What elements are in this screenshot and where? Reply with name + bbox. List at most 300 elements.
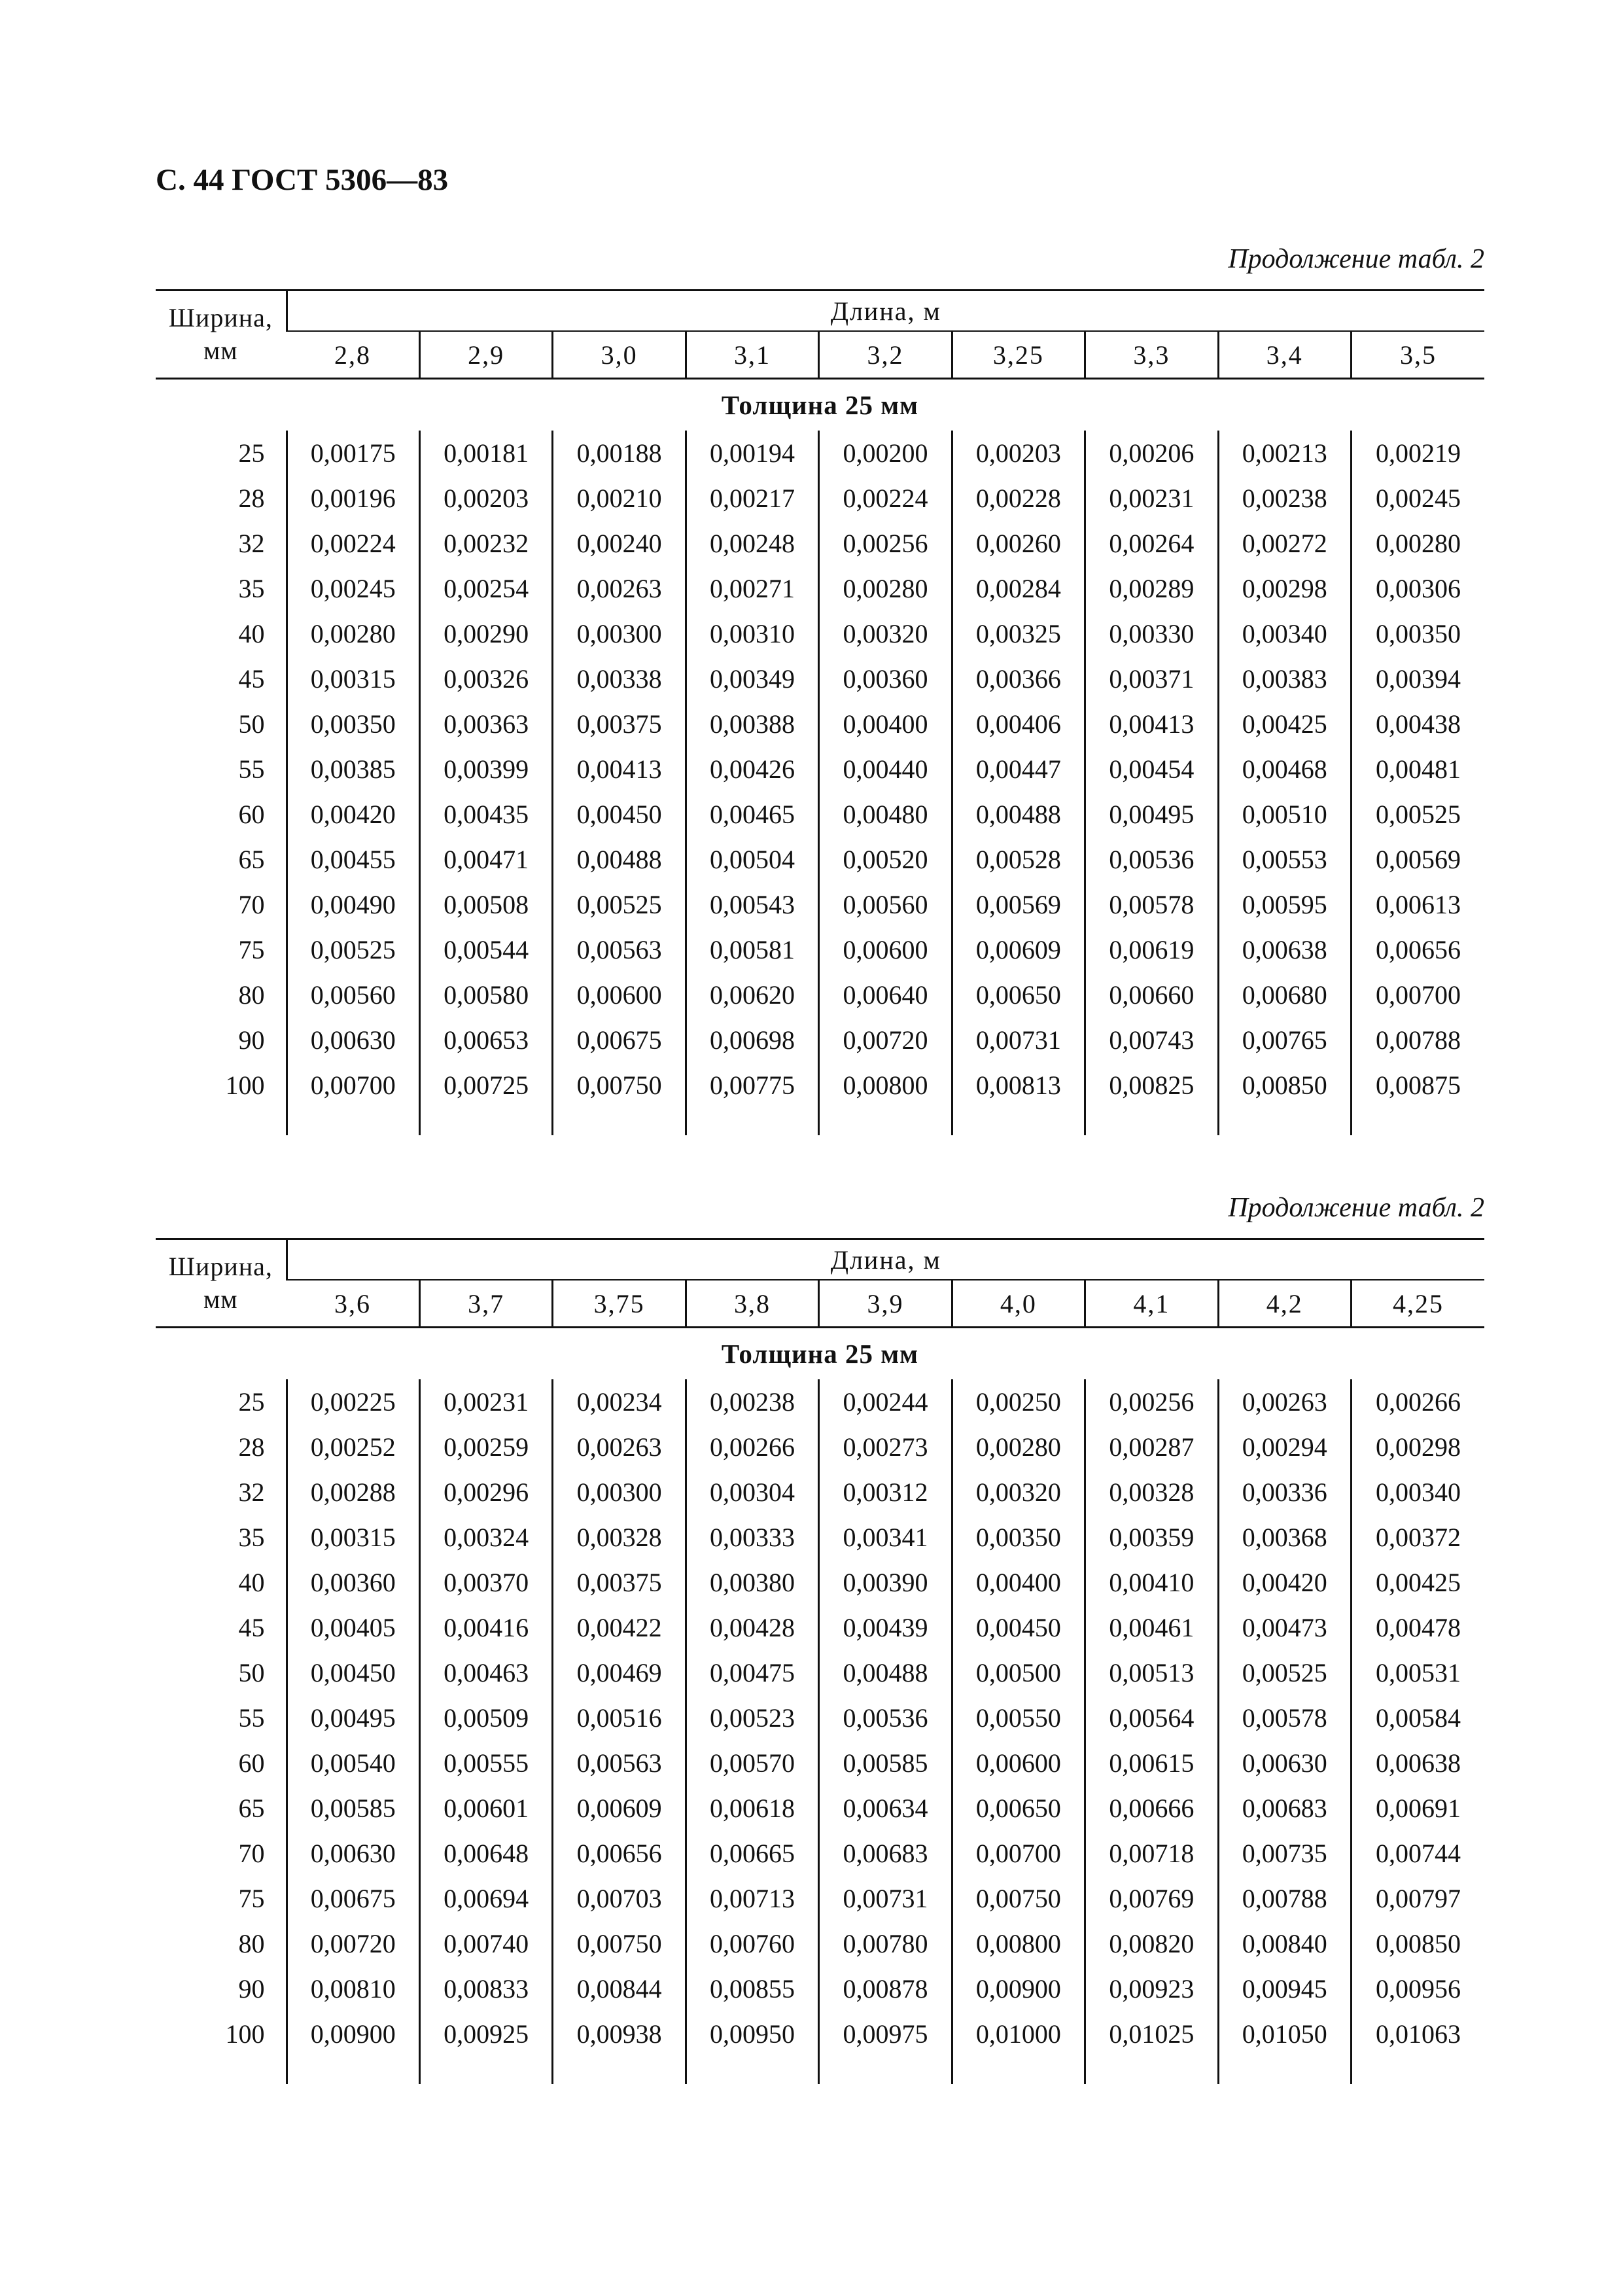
width-cell: 25 — [238, 1387, 265, 1417]
volume-cell: 0,00252 — [287, 1424, 419, 1470]
volume-cell: 0,00420 — [1218, 1560, 1351, 1605]
column-rule — [419, 1108, 552, 1135]
volume-cell: 0,00900 — [952, 1966, 1085, 2011]
volume-cell: 0,00280 — [287, 611, 419, 656]
length-column-header: 3,2 — [819, 331, 952, 379]
volume-cell: 0,00473 — [1218, 1605, 1351, 1650]
volume-cell: 0,00294 — [1218, 1424, 1351, 1470]
table-row — [156, 1695, 1484, 1740]
volume-cell: 0,00508 — [419, 882, 552, 927]
volume-cell: 0,00422 — [553, 1605, 686, 1650]
width-cell: 40 — [238, 1568, 265, 1597]
volume-cell: 0,00813 — [952, 1063, 1085, 1108]
volume-cell: 0,01025 — [1085, 2011, 1218, 2057]
volume-cell: 0,00481 — [1352, 747, 1485, 792]
width-cell: 55 — [238, 1703, 265, 1733]
table-row — [156, 566, 1484, 611]
volume-cell: 0,00780 — [819, 1921, 952, 1966]
volume-cell: 0,00585 — [819, 1740, 952, 1786]
volume-cell: 0,00328 — [1085, 1470, 1218, 1515]
thickness-section-title: Толщина 25 мм — [721, 1339, 919, 1369]
width-cell: 75 — [238, 935, 265, 964]
volume-cell: 0,00585 — [287, 1786, 419, 1831]
volume-cell: 0,00563 — [553, 927, 686, 972]
volume-cell: 0,00248 — [686, 521, 818, 566]
volume-cell: 0,00428 — [686, 1605, 818, 1650]
width-cell: 45 — [238, 1613, 265, 1642]
volume-cell: 0,00700 — [287, 1063, 419, 1108]
volume-cell: 0,00495 — [1085, 792, 1218, 837]
length-column-header: 3,0 — [553, 331, 686, 379]
volume-cell: 0,00238 — [686, 1379, 818, 1424]
volume-cell: 0,00350 — [952, 1515, 1085, 1560]
volume-cell: 0,00410 — [1085, 1560, 1218, 1605]
table-row — [156, 1560, 1484, 1605]
width-cell: 28 — [238, 1432, 265, 1462]
volume-cell: 0,00850 — [1218, 1063, 1351, 1108]
volume-cell: 0,00320 — [819, 611, 952, 656]
volume-cell: 0,00531 — [1352, 1650, 1485, 1695]
volume-cell: 0,00700 — [952, 1831, 1085, 1876]
table-row — [156, 476, 1484, 521]
table-row — [156, 747, 1484, 792]
volume-cell: 0,00231 — [1085, 476, 1218, 521]
volume-cell: 0,00240 — [553, 521, 686, 566]
width-cell: 32 — [238, 1477, 265, 1507]
volume-cell: 0,00366 — [952, 656, 1085, 701]
length-column-header: 3,4 — [1218, 331, 1351, 379]
volume-cell: 0,00447 — [952, 747, 1085, 792]
volume-cell: 0,00725 — [419, 1063, 552, 1108]
volume-cell: 0,00525 — [287, 927, 419, 972]
volume-table-1 — [156, 289, 1484, 1135]
volume-cell: 0,00371 — [1085, 656, 1218, 701]
volume-cell: 0,00825 — [1085, 1063, 1218, 1108]
volume-cell: 0,00461 — [1085, 1605, 1218, 1650]
volume-cell: 0,00380 — [686, 1560, 818, 1605]
table-caption-2: Продолжение табл. 2 — [1228, 1193, 1484, 1223]
column-rule — [819, 1108, 952, 1135]
volume-cell: 0,00213 — [1218, 431, 1351, 476]
column-rule — [952, 2057, 1085, 2084]
length-column-header: 3,8 — [686, 1280, 818, 1328]
table-row — [156, 611, 1484, 656]
volume-cell: 0,00740 — [419, 1921, 552, 1966]
length-column-header: 3,9 — [819, 1280, 952, 1328]
volume-cell: 0,00694 — [419, 1876, 552, 1921]
volume-cell: 0,00665 — [686, 1831, 818, 1876]
column-rule — [553, 2057, 686, 2084]
volume-cell: 0,00360 — [819, 656, 952, 701]
volume-cell: 0,00188 — [553, 431, 686, 476]
volume-cell: 0,00797 — [1352, 1876, 1485, 1921]
volume-cell: 0,00760 — [686, 1921, 818, 1966]
volume-cell: 0,00336 — [1218, 1470, 1351, 1515]
volume-cell: 0,00656 — [553, 1831, 686, 1876]
table-row — [156, 1515, 1484, 1560]
volume-cell: 0,00289 — [1085, 566, 1218, 611]
volume-cell: 0,00312 — [819, 1470, 952, 1515]
volume-cell: 0,00578 — [1085, 882, 1218, 927]
volume-cell: 0,00504 — [686, 837, 818, 882]
column-rule — [156, 2057, 287, 2084]
length-column-header: 3,3 — [1085, 331, 1218, 379]
volume-cell: 0,00600 — [819, 927, 952, 972]
volume-cell: 0,00536 — [819, 1695, 952, 1740]
table-row — [156, 701, 1484, 747]
volume-cell: 0,00400 — [819, 701, 952, 747]
volume-cell: 0,00388 — [686, 701, 818, 747]
volume-cell: 0,00250 — [952, 1379, 1085, 1424]
volume-cell: 0,00328 — [553, 1515, 686, 1560]
table-row — [156, 1424, 1484, 1470]
volume-cell: 0,00454 — [1085, 747, 1218, 792]
table-row — [156, 1966, 1484, 2011]
volume-cell: 0,00578 — [1218, 1695, 1351, 1740]
volume-cell: 0,00341 — [819, 1515, 952, 1560]
volume-cell: 0,00266 — [1352, 1379, 1485, 1424]
volume-cell: 0,00256 — [1085, 1379, 1218, 1424]
volume-cell: 0,00620 — [686, 972, 818, 1017]
volume-cell: 0,00525 — [1218, 1650, 1351, 1695]
volume-cell: 0,00435 — [419, 792, 552, 837]
volume-cell: 0,00555 — [419, 1740, 552, 1786]
column-rule — [1218, 2057, 1351, 2084]
table-row — [156, 927, 1484, 972]
volume-cell: 0,00324 — [419, 1515, 552, 1560]
volume-cell: 0,00775 — [686, 1063, 818, 1108]
column-rule — [1352, 1108, 1485, 1135]
width-cell: 70 — [238, 890, 265, 919]
volume-cell: 0,00350 — [1352, 611, 1485, 656]
volume-cell: 0,00280 — [819, 566, 952, 611]
table-row — [156, 972, 1484, 1017]
volume-cell: 0,00425 — [1352, 1560, 1485, 1605]
length-header: Длина, м — [287, 1239, 1484, 1280]
volume-cell: 0,00405 — [287, 1605, 419, 1650]
width-cell: 90 — [238, 1974, 265, 2004]
width-cell: 70 — [238, 1839, 265, 1868]
volume-cell: 0,00194 — [686, 431, 818, 476]
volume-cell: 0,00630 — [287, 1831, 419, 1876]
volume-cell: 0,00266 — [686, 1424, 818, 1470]
length-header: Длина, м — [287, 291, 1484, 332]
volume-cell: 0,00219 — [1352, 431, 1485, 476]
width-cell: 100 — [225, 1070, 265, 1100]
column-rule — [1085, 2057, 1218, 2084]
volume-cell: 0,00550 — [952, 1695, 1085, 1740]
volume-cell: 0,00510 — [1218, 792, 1351, 837]
volume-cell: 0,00181 — [419, 431, 552, 476]
volume-cell: 0,00420 — [287, 792, 419, 837]
width-cell: 80 — [238, 980, 265, 1010]
volume-cell: 0,00544 — [419, 927, 552, 972]
volume-cell: 0,00528 — [952, 837, 1085, 882]
volume-cell: 0,00956 — [1352, 1966, 1485, 2011]
table-row — [156, 1786, 1484, 1831]
volume-cell: 0,00569 — [1352, 837, 1485, 882]
volume-cell: 0,00560 — [287, 972, 419, 1017]
volume-cell: 0,00615 — [1085, 1740, 1218, 1786]
volume-cell: 0,00296 — [419, 1470, 552, 1515]
width-cell: 40 — [238, 619, 265, 648]
volume-cell: 0,00232 — [419, 521, 552, 566]
table-row — [156, 1650, 1484, 1695]
column-rule — [419, 2057, 552, 2084]
volume-cell: 0,00878 — [819, 1966, 952, 2011]
length-column-header: 2,8 — [287, 331, 419, 379]
column-rule — [156, 1108, 287, 1135]
volume-cell: 0,00196 — [287, 476, 419, 521]
length-column-header: 4,25 — [1352, 1280, 1485, 1328]
volume-cell: 0,00698 — [686, 1017, 818, 1063]
volume-cell: 0,00619 — [1085, 927, 1218, 972]
volume-cell: 0,00675 — [287, 1876, 419, 1921]
length-column-header: 4,0 — [952, 1280, 1085, 1328]
volume-cell: 0,00560 — [819, 882, 952, 927]
volume-cell: 0,00350 — [287, 701, 419, 747]
volume-cell: 0,00238 — [1218, 476, 1351, 521]
volume-cell: 0,00465 — [686, 792, 818, 837]
length-values-row — [156, 331, 1484, 379]
volume-cell: 0,00810 — [287, 1966, 419, 2011]
volume-cell: 0,00563 — [553, 1740, 686, 1786]
column-rule-tail — [156, 2057, 1484, 2084]
volume-cell: 0,00325 — [952, 611, 1085, 656]
volume-cell: 0,00500 — [952, 1650, 1085, 1695]
volume-cell: 0,00450 — [553, 792, 686, 837]
volume-cell: 0,00359 — [1085, 1515, 1218, 1560]
volume-cell: 0,00630 — [1218, 1740, 1351, 1786]
volume-cell: 0,00338 — [553, 656, 686, 701]
volume-cell: 0,00304 — [686, 1470, 818, 1515]
volume-cell: 0,00634 — [819, 1786, 952, 1831]
volume-cell: 0,00630 — [287, 1017, 419, 1063]
length-column-header: 3,25 — [952, 331, 1085, 379]
width-cell: 45 — [238, 664, 265, 694]
volume-cell: 0,00478 — [1352, 1605, 1485, 1650]
volume-cell: 0,00263 — [553, 566, 686, 611]
column-rule — [287, 2057, 419, 2084]
volume-cell: 0,00439 — [819, 1605, 952, 1650]
volume-cell: 0,00536 — [1085, 837, 1218, 882]
volume-cell: 0,00581 — [686, 927, 818, 972]
volume-cell: 0,00731 — [819, 1876, 952, 1921]
width-cell: 90 — [238, 1025, 265, 1055]
volume-cell: 0,00228 — [952, 476, 1085, 521]
volume-cell: 0,00320 — [952, 1470, 1085, 1515]
table-row — [156, 1876, 1484, 1921]
volume-cell: 0,00601 — [419, 1786, 552, 1831]
volume-cell: 0,00224 — [819, 476, 952, 521]
length-column-header: 2,9 — [419, 331, 552, 379]
table-row — [156, 1831, 1484, 1876]
table-row — [156, 1740, 1484, 1786]
column-rule — [819, 2057, 952, 2084]
volume-cell: 0,00315 — [287, 656, 419, 701]
column-rule — [686, 2057, 818, 2084]
column-rule — [686, 1108, 818, 1135]
volume-cell: 0,00570 — [686, 1740, 818, 1786]
table-row — [156, 656, 1484, 701]
volume-cell: 0,00543 — [686, 882, 818, 927]
volume-cell: 0,00580 — [419, 972, 552, 1017]
volume-cell: 0,00280 — [1352, 521, 1485, 566]
volume-cell: 0,00455 — [287, 837, 419, 882]
width-cell: 32 — [238, 529, 265, 558]
volume-cell: 0,00844 — [553, 1966, 686, 2011]
volume-cell: 0,00925 — [419, 2011, 552, 2057]
table-caption-1: Продолжение табл. 2 — [1228, 244, 1484, 274]
volume-cell: 0,00553 — [1218, 837, 1351, 882]
volume-cell: 0,00975 — [819, 2011, 952, 2057]
volume-cell: 0,00375 — [553, 1560, 686, 1605]
column-rule — [1085, 1108, 1218, 1135]
volume-cell: 0,00394 — [1352, 656, 1485, 701]
volume-cell: 0,00833 — [419, 1966, 552, 2011]
volume-cell: 0,00264 — [1085, 521, 1218, 566]
volume-cell: 0,00945 — [1218, 1966, 1351, 2011]
volume-cell: 0,00254 — [419, 566, 552, 611]
length-column-header: 3,1 — [686, 331, 818, 379]
column-rule — [952, 1108, 1085, 1135]
volume-cell: 0,00855 — [686, 1966, 818, 2011]
width-cell: 55 — [238, 754, 265, 784]
volume-cell: 0,00488 — [819, 1650, 952, 1695]
volume-cell: 0,00713 — [686, 1876, 818, 1921]
volume-cell: 0,00731 — [952, 1017, 1085, 1063]
width-cell: 28 — [238, 484, 265, 513]
volume-cell: 0,00256 — [819, 521, 952, 566]
table-row — [156, 431, 1484, 476]
volume-cell: 0,00210 — [553, 476, 686, 521]
volume-table-2 — [156, 1238, 1484, 2084]
volume-cell: 0,00840 — [1218, 1921, 1351, 1966]
volume-cell: 0,00469 — [553, 1650, 686, 1695]
volume-cell: 0,00315 — [287, 1515, 419, 1560]
volume-cell: 0,00765 — [1218, 1017, 1351, 1063]
volume-cell: 0,00272 — [1218, 521, 1351, 566]
width-cell: 50 — [238, 1658, 265, 1687]
length-column-header: 4,1 — [1085, 1280, 1218, 1328]
volume-cell: 0,00900 — [287, 2011, 419, 2057]
volume-cell: 0,00720 — [819, 1017, 952, 1063]
volume-cell: 0,00516 — [553, 1695, 686, 1740]
volume-cell: 0,00788 — [1352, 1017, 1485, 1063]
volume-cell: 0,00263 — [553, 1424, 686, 1470]
volume-cell: 0,00520 — [819, 837, 952, 882]
volume-cell: 0,00648 — [419, 1831, 552, 1876]
volume-cell: 0,00438 — [1352, 701, 1485, 747]
volume-cell: 0,00564 — [1085, 1695, 1218, 1740]
column-rule — [1352, 2057, 1485, 2084]
volume-cell: 0,00463 — [419, 1650, 552, 1695]
volume-cell: 0,00609 — [952, 927, 1085, 972]
volume-cell: 0,00306 — [1352, 566, 1485, 611]
width-cell: 35 — [238, 574, 265, 603]
volume-cell: 0,00372 — [1352, 1515, 1485, 1560]
volume-cell: 0,00480 — [819, 792, 952, 837]
volume-cell: 0,00525 — [1352, 792, 1485, 837]
volume-cell: 0,00349 — [686, 656, 818, 701]
table-row — [156, 521, 1484, 566]
volume-cell: 0,00638 — [1352, 1740, 1485, 1786]
length-column-header: 3,6 — [287, 1280, 419, 1328]
volume-cell: 0,00680 — [1218, 972, 1351, 1017]
volume-cell: 0,00260 — [952, 521, 1085, 566]
volume-cell: 0,00416 — [419, 1605, 552, 1650]
volume-cell: 0,00650 — [952, 972, 1085, 1017]
table-row — [156, 2011, 1484, 2057]
width-cell: 100 — [225, 2019, 265, 2049]
volume-cell: 0,00340 — [1352, 1470, 1485, 1515]
volume-cell: 0,00750 — [952, 1876, 1085, 1921]
volume-cell: 0,01063 — [1352, 2011, 1485, 2057]
volume-cell: 0,00750 — [553, 1921, 686, 1966]
volume-cell: 0,00525 — [553, 882, 686, 927]
volume-cell: 0,00231 — [419, 1379, 552, 1424]
table-row — [156, 1379, 1484, 1424]
volume-cell: 0,00513 — [1085, 1650, 1218, 1695]
volume-cell: 0,00850 — [1352, 1921, 1485, 1966]
width-cell: 75 — [238, 1884, 265, 1913]
volume-cell: 0,00720 — [287, 1921, 419, 1966]
length-values-row — [156, 1280, 1484, 1328]
volume-cell: 0,00683 — [1218, 1786, 1351, 1831]
volume-cell: 0,00225 — [287, 1379, 419, 1424]
page-header: С. 44 ГОСТ 5306—83 — [156, 163, 449, 197]
volume-cell: 0,00495 — [287, 1695, 419, 1740]
volume-cell: 0,00691 — [1352, 1786, 1485, 1831]
width-cell: 50 — [238, 709, 265, 739]
volume-cell: 0,00413 — [553, 747, 686, 792]
volume-cell: 0,00650 — [952, 1786, 1085, 1831]
volume-cell: 0,00217 — [686, 476, 818, 521]
width-cell: 60 — [238, 1748, 265, 1778]
table-row — [156, 1605, 1484, 1650]
width-cell: 35 — [238, 1523, 265, 1552]
volume-cell: 0,00390 — [819, 1560, 952, 1605]
volume-cell: 0,00618 — [686, 1786, 818, 1831]
volume-cell: 0,00406 — [952, 701, 1085, 747]
volume-cell: 0,00656 — [1352, 927, 1485, 972]
volume-cell: 0,00368 — [1218, 1515, 1351, 1560]
volume-cell: 0,00245 — [287, 566, 419, 611]
volume-cell: 0,00703 — [553, 1876, 686, 1921]
table-row — [156, 882, 1484, 927]
volume-cell: 0,00400 — [952, 1560, 1085, 1605]
volume-cell: 0,01000 — [952, 2011, 1085, 2057]
volume-cell: 0,00300 — [553, 1470, 686, 1515]
volume-cell: 0,00234 — [553, 1379, 686, 1424]
volume-cell: 0,00426 — [686, 747, 818, 792]
volume-cell: 0,00450 — [287, 1650, 419, 1695]
volume-cell: 0,00383 — [1218, 656, 1351, 701]
width-cell: 25 — [238, 438, 265, 468]
volume-cell: 0,00769 — [1085, 1876, 1218, 1921]
volume-cell: 0,00330 — [1085, 611, 1218, 656]
column-rule — [553, 1108, 686, 1135]
volume-cell: 0,00175 — [287, 431, 419, 476]
width-cell: 80 — [238, 1929, 265, 1958]
volume-cell: 0,00820 — [1085, 1921, 1218, 1966]
volume-cell: 0,00375 — [553, 701, 686, 747]
volume-cell: 0,00600 — [952, 1740, 1085, 1786]
volume-cell: 0,00245 — [1352, 476, 1485, 521]
volume-cell: 0,00675 — [553, 1017, 686, 1063]
volume-cell: 0,00413 — [1085, 701, 1218, 747]
volume-cell: 0,00385 — [287, 747, 419, 792]
